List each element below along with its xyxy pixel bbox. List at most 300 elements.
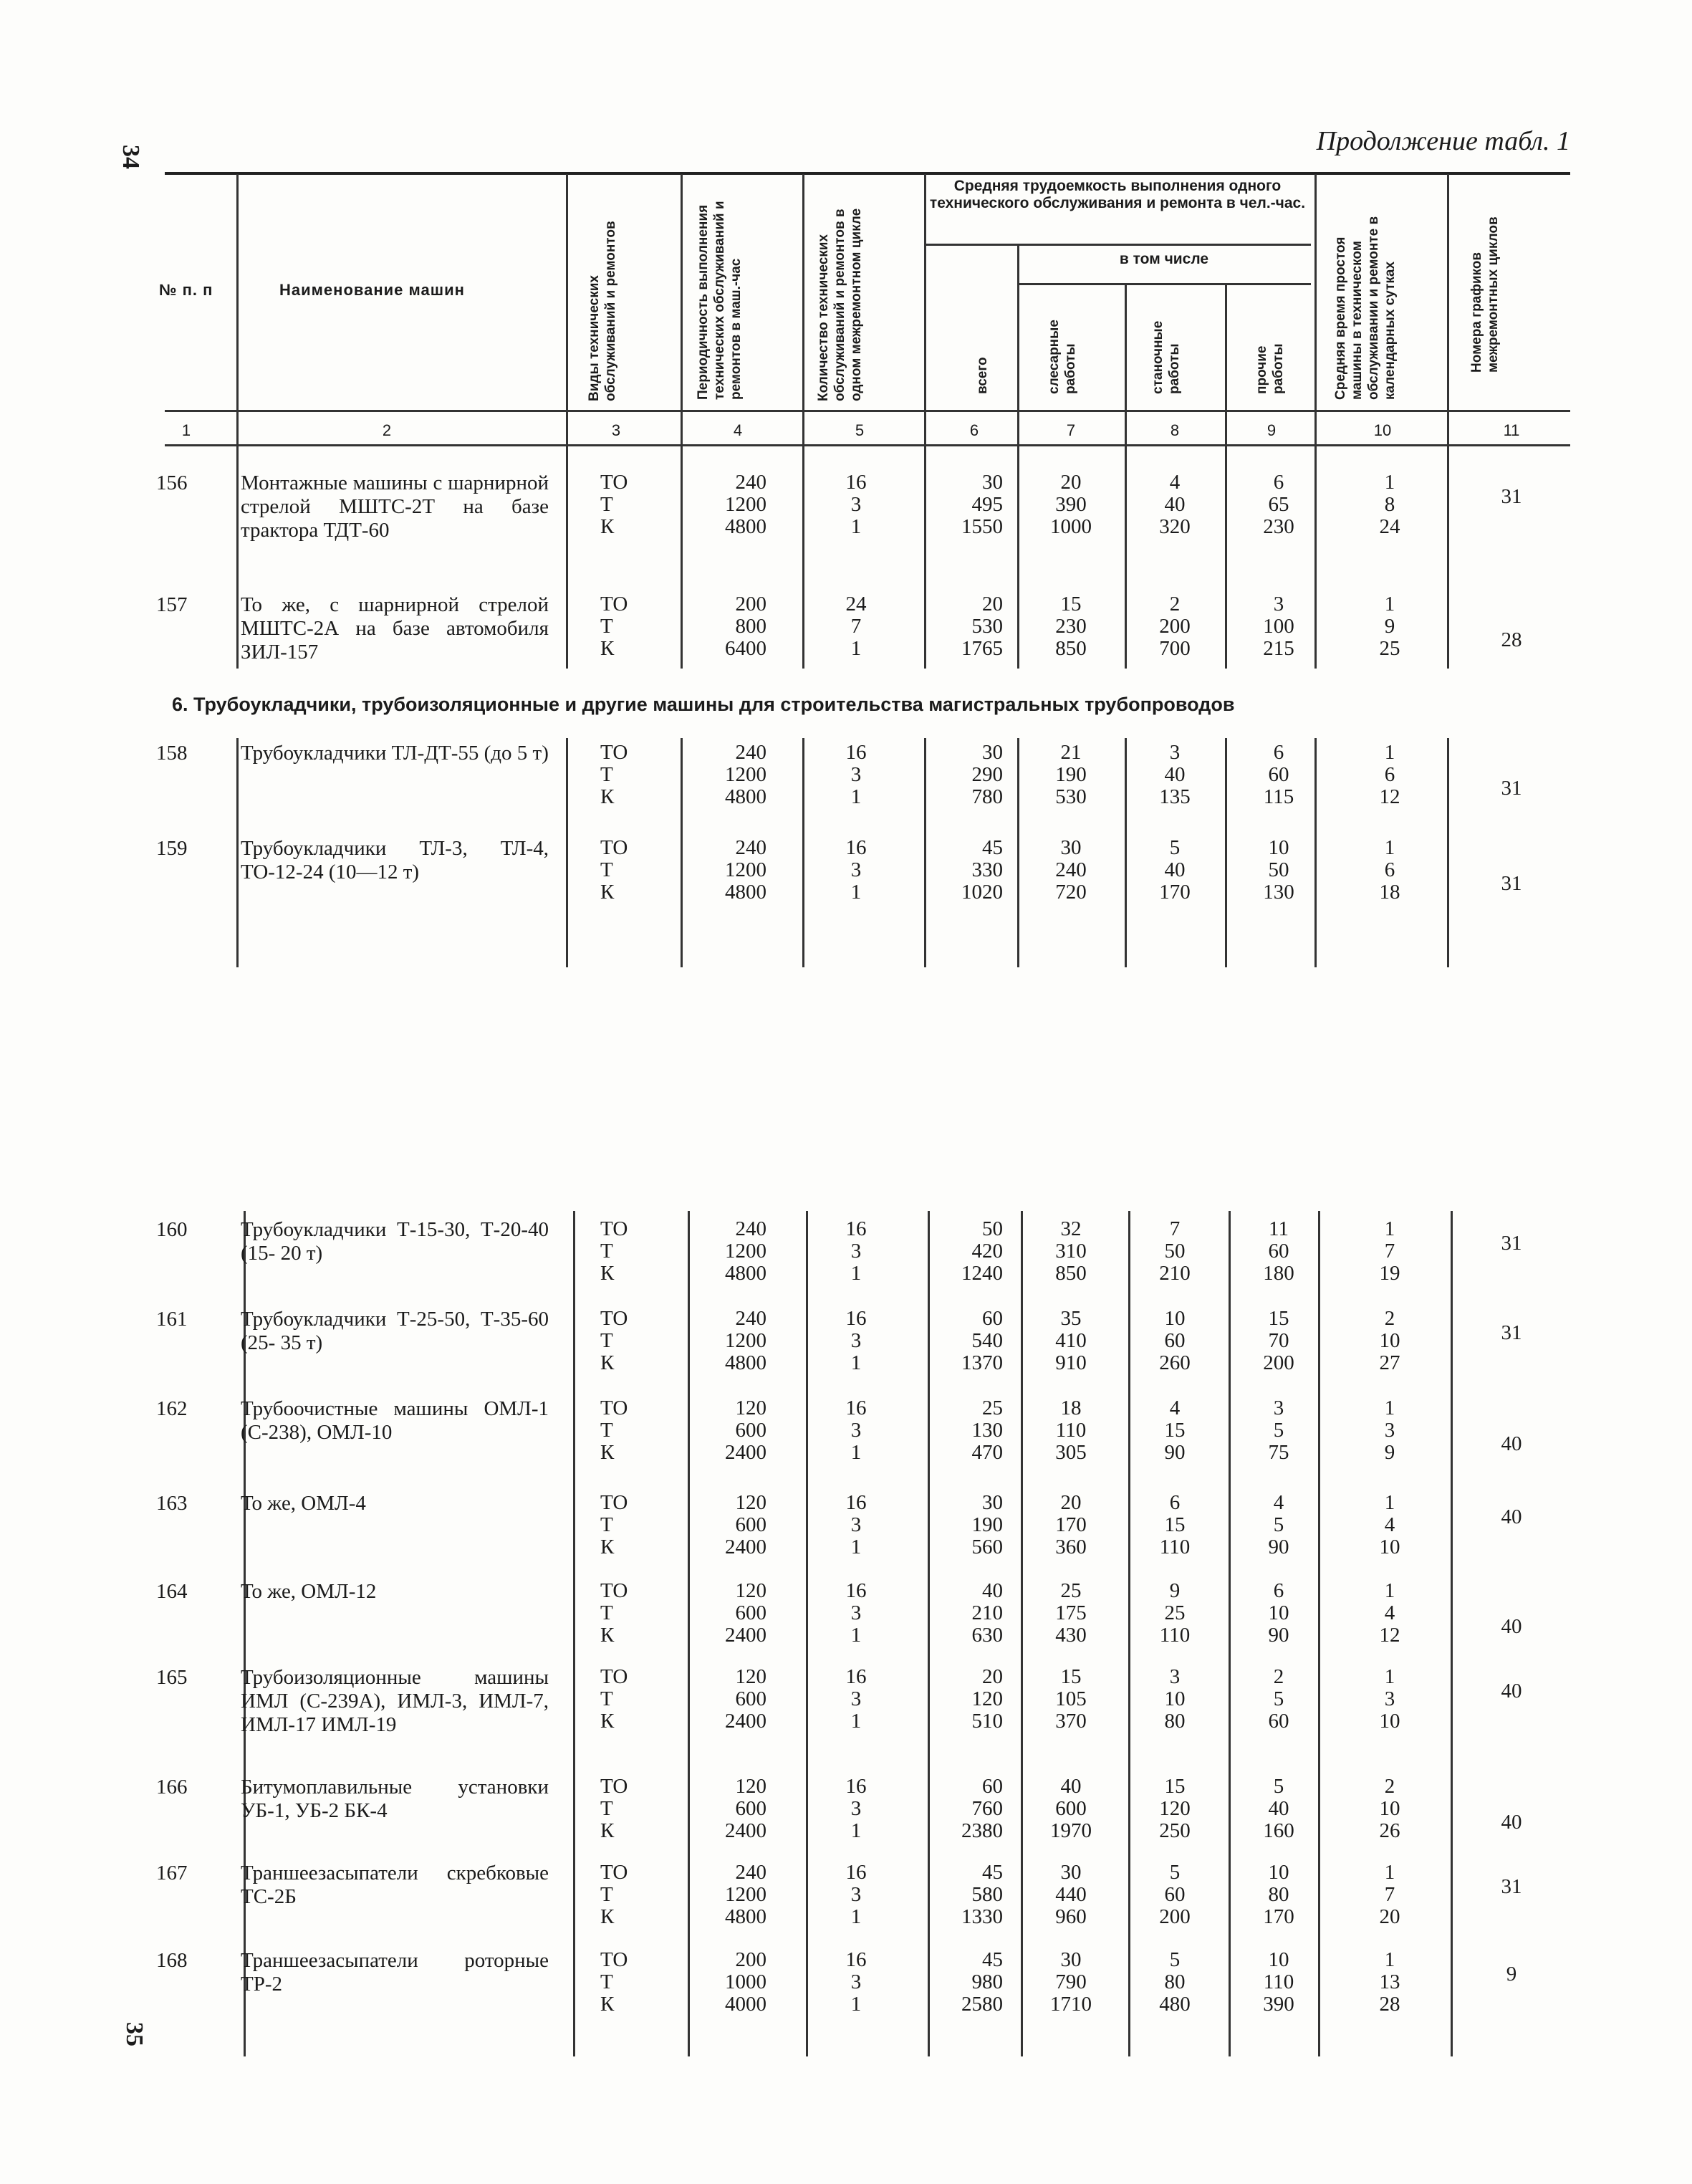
machine-name: Трубоизоляционные машины ИМЛ (С-239А), ИМЛ-3, ИМЛ-7, ИМЛ-17 ИМЛ-19 bbox=[241, 1666, 549, 1736]
cell-other bbox=[1243, 1397, 1314, 1464]
cell-value: 16 bbox=[845, 1217, 867, 1240]
cell-value: 40 bbox=[982, 1579, 1003, 1602]
cell-value: ТО bbox=[600, 741, 628, 764]
vline bbox=[1314, 738, 1317, 967]
cell-value: 850 bbox=[1055, 1262, 1087, 1285]
cell-types bbox=[600, 742, 628, 808]
cell-value: 330 bbox=[971, 858, 1003, 881]
cell-value: 4 bbox=[1384, 1601, 1395, 1624]
cell-chart: 40 bbox=[1501, 1432, 1522, 1455]
cell-value: 250 bbox=[1159, 1819, 1191, 1842]
cell-value: 980 bbox=[971, 1970, 1003, 1993]
cell-value: К bbox=[600, 1819, 615, 1842]
cell-value: 4800 bbox=[725, 1351, 766, 1374]
machine-name: Трубоочистные машины ОМЛ-1 (С-238), ОМЛ-10 bbox=[241, 1397, 549, 1444]
cell-value: 200 bbox=[1159, 1905, 1191, 1928]
cell-downtime bbox=[1354, 837, 1426, 904]
cell-value: 1 bbox=[1384, 1397, 1395, 1419]
cell-value: 16 bbox=[845, 741, 867, 764]
cell-count bbox=[831, 1397, 881, 1464]
cell-value: 530 bbox=[971, 615, 1003, 638]
cell-chart: 31 bbox=[1501, 872, 1522, 895]
cell-value: 3 bbox=[1273, 593, 1284, 616]
vline bbox=[1128, 1211, 1130, 2056]
cell-value: 360 bbox=[1055, 1536, 1087, 1558]
cell-value: 110 bbox=[1055, 1419, 1087, 1442]
cell-value: 7 bbox=[1384, 1240, 1395, 1263]
cell-value: 30 bbox=[1060, 836, 1082, 859]
cell-value: 2400 bbox=[725, 1819, 766, 1842]
cell-value: 10 bbox=[1268, 1861, 1289, 1884]
cell-value: 40 bbox=[1060, 1775, 1082, 1798]
cell-value: К bbox=[600, 1993, 615, 2016]
machine-name: То же, с шарнирной стрелой МШТС-2А на базе автомобиля ЗИЛ-157 bbox=[241, 593, 549, 664]
cell-period bbox=[681, 1492, 766, 1558]
cell-value: Т bbox=[600, 1329, 613, 1352]
cell-downtime bbox=[1354, 1397, 1426, 1464]
cell-value: 1 bbox=[1384, 471, 1395, 494]
cell-value: 15 bbox=[1164, 1419, 1186, 1442]
cell-value: 960 bbox=[1055, 1905, 1087, 1928]
cell-chart: 40 bbox=[1501, 1680, 1522, 1702]
cell-types bbox=[600, 1308, 628, 1374]
cell-value: 1370 bbox=[961, 1351, 1003, 1374]
cell-value: 600 bbox=[735, 1513, 766, 1536]
cell-value: 3 bbox=[850, 1687, 862, 1710]
cell-period bbox=[681, 837, 766, 904]
cell-value: 230 bbox=[1055, 615, 1087, 638]
cell-period bbox=[681, 742, 766, 808]
vline bbox=[806, 1211, 808, 2056]
cell-value: 15 bbox=[1164, 1775, 1186, 1798]
cell-value: 12 bbox=[1379, 785, 1400, 808]
cell-value: Т bbox=[600, 493, 613, 516]
cell-value: 15 bbox=[1164, 1513, 1186, 1536]
machine-name: Трубоукладчики ТЛ-3, ТЛ-4, ТО-12-24 (10—12 т) bbox=[241, 837, 549, 883]
colnum-2: 2 bbox=[382, 421, 392, 439]
cell-value: 45 bbox=[982, 836, 1003, 859]
cell-value: 120 bbox=[735, 1397, 766, 1419]
cell-value: 1 bbox=[850, 1905, 862, 1928]
cell-value: 110 bbox=[1159, 1624, 1191, 1647]
row-number: 161 bbox=[156, 1308, 188, 1331]
cell-chart: 31 bbox=[1501, 485, 1522, 508]
cell-value: 75 bbox=[1268, 1441, 1289, 1464]
cell-value: 16 bbox=[845, 1579, 867, 1602]
cell-count bbox=[831, 1218, 881, 1285]
cell-chart: 31 bbox=[1501, 1321, 1522, 1344]
machine-name: Трубоукладчики ТЛ-ДТ-55 (до 5 т) bbox=[241, 742, 549, 765]
vline bbox=[1125, 283, 1127, 669]
vline bbox=[1021, 1211, 1023, 2056]
cell-value: ТО bbox=[600, 1665, 628, 1688]
cell-value: Т bbox=[600, 763, 613, 786]
cell-other bbox=[1243, 1580, 1314, 1647]
cell-value: 2 bbox=[1384, 1775, 1395, 1798]
cell-value: ТО bbox=[600, 1579, 628, 1602]
cell-value: 530 bbox=[1055, 785, 1087, 808]
cell-value: 1 bbox=[850, 515, 862, 538]
cell-value: 1330 bbox=[961, 1905, 1003, 1928]
cell-other bbox=[1243, 1218, 1314, 1285]
cell-value: ТО bbox=[600, 1491, 628, 1514]
cell-total bbox=[931, 593, 1003, 660]
cell-value: 6 bbox=[1273, 471, 1284, 494]
vline bbox=[1225, 738, 1227, 967]
cell-value: 4 bbox=[1273, 1491, 1284, 1514]
cell-machine bbox=[1139, 1776, 1211, 1842]
cell-downtime bbox=[1354, 1492, 1426, 1558]
rule-labor-group bbox=[924, 244, 1311, 246]
cell-chart: 31 bbox=[1501, 1875, 1522, 1898]
cell-value: 15 bbox=[1268, 1307, 1289, 1330]
cell-value: 1 bbox=[850, 1993, 862, 2016]
colnum-10: 10 bbox=[1373, 421, 1392, 439]
vline bbox=[1447, 174, 1449, 669]
header-period: Периодичность выполнения технических обслуживаний и ремонтов в маш.-час bbox=[696, 201, 744, 400]
cell-total bbox=[931, 1218, 1003, 1285]
cell-chart: 31 bbox=[1501, 1232, 1522, 1255]
cell-value: 16 bbox=[845, 1948, 867, 1971]
cell-fitter bbox=[1035, 1308, 1107, 1374]
cell-value: 3 bbox=[1273, 1397, 1284, 1419]
cell-value: 3 bbox=[850, 858, 862, 881]
cell-value: 45 bbox=[982, 1948, 1003, 1971]
cell-total bbox=[931, 1666, 1003, 1733]
cell-value: 240 bbox=[735, 471, 766, 494]
cell-value: 50 bbox=[1164, 1240, 1186, 1263]
cell-other bbox=[1243, 593, 1314, 660]
cell-chart: 40 bbox=[1501, 1505, 1522, 1528]
cell-value: 120 bbox=[735, 1491, 766, 1514]
cell-period bbox=[681, 1308, 766, 1374]
cell-value: 1 bbox=[850, 1710, 862, 1733]
cell-value: 600 bbox=[1055, 1797, 1087, 1820]
row-number: 164 bbox=[156, 1580, 188, 1603]
cell-value: 26 bbox=[1379, 1819, 1400, 1842]
cell-value: 120 bbox=[735, 1579, 766, 1602]
machine-name: Траншеезасыпатели роторные ТР-2 bbox=[241, 1949, 549, 1996]
cell-value: 3 bbox=[850, 493, 862, 516]
colnum-7: 7 bbox=[1066, 421, 1076, 439]
header-machine: станочные работы bbox=[1150, 320, 1182, 394]
cell-value: 1765 bbox=[961, 637, 1003, 660]
cell-value: 510 bbox=[971, 1710, 1003, 1733]
row-number: 159 bbox=[156, 837, 188, 860]
vline bbox=[1125, 738, 1127, 967]
cell-value: 1200 bbox=[725, 1883, 766, 1906]
cell-value: 420 bbox=[971, 1240, 1003, 1263]
cell-value: 20 bbox=[1060, 471, 1082, 494]
cell-value: 20 bbox=[1379, 1905, 1400, 1928]
cell-value: 1 bbox=[850, 1624, 862, 1647]
cell-value: 24 bbox=[845, 593, 867, 616]
cell-value: ТО bbox=[600, 1217, 628, 1240]
cell-value: 19 bbox=[1379, 1262, 1400, 1285]
cell-value: Т bbox=[600, 1970, 613, 1993]
cell-value: 15 bbox=[1060, 593, 1082, 616]
cell-value: 560 bbox=[971, 1536, 1003, 1558]
cell-value: 16 bbox=[845, 1775, 867, 1798]
cell-value: 1200 bbox=[725, 858, 766, 881]
cell-value: 1240 bbox=[961, 1262, 1003, 1285]
colnum-4: 4 bbox=[733, 421, 743, 439]
cell-value: ТО bbox=[600, 471, 628, 494]
vline bbox=[1314, 174, 1317, 669]
cell-types bbox=[600, 1492, 628, 1558]
cell-value: 240 bbox=[1055, 858, 1087, 881]
cell-total bbox=[931, 742, 1003, 808]
cell-value: 3 bbox=[850, 1419, 862, 1442]
cell-value: 1200 bbox=[725, 1240, 766, 1263]
machine-name: Битумоплавильные установки УБ-1, УБ-2 БК-4 bbox=[241, 1776, 549, 1822]
cell-value: 180 bbox=[1263, 1262, 1294, 1285]
cell-value: 60 bbox=[1268, 1710, 1289, 1733]
cell-fitter bbox=[1035, 1492, 1107, 1558]
vline bbox=[1017, 738, 1019, 967]
cell-total bbox=[931, 1949, 1003, 2016]
colnum-5: 5 bbox=[855, 421, 865, 439]
row-number: 167 bbox=[156, 1862, 188, 1884]
cell-value: 175 bbox=[1055, 1601, 1087, 1624]
cell-value: Т bbox=[600, 615, 613, 638]
cell-value: 540 bbox=[971, 1329, 1003, 1352]
cell-value: 60 bbox=[982, 1775, 1003, 1798]
cell-value: 130 bbox=[1263, 881, 1294, 904]
cell-total bbox=[931, 1776, 1003, 1842]
cell-value: 240 bbox=[735, 1217, 766, 1240]
cell-value: 240 bbox=[735, 1861, 766, 1884]
rule-column-numbers bbox=[165, 444, 1570, 446]
cell-value: 200 bbox=[735, 1948, 766, 1971]
cell-value: Т bbox=[600, 1687, 613, 1710]
cell-total bbox=[931, 1580, 1003, 1647]
cell-value: 18 bbox=[1060, 1397, 1082, 1419]
row-number: 166 bbox=[156, 1776, 188, 1799]
cell-value: 160 bbox=[1263, 1819, 1294, 1842]
cell-value: 170 bbox=[1159, 881, 1191, 904]
cell-total bbox=[931, 1397, 1003, 1464]
cell-value: 390 bbox=[1055, 493, 1087, 516]
cell-value: 1 bbox=[1384, 1948, 1395, 1971]
cell-value: К bbox=[600, 1905, 615, 1928]
cell-value: Т bbox=[600, 1883, 613, 1906]
cell-period bbox=[681, 1776, 766, 1842]
cell-value: 110 bbox=[1159, 1536, 1191, 1558]
cell-count bbox=[831, 593, 881, 660]
cell-value: Т bbox=[600, 1419, 613, 1442]
cell-value: 16 bbox=[845, 471, 867, 494]
row-number: 156 bbox=[156, 471, 188, 494]
cell-value: 240 bbox=[735, 836, 766, 859]
cell-value: 4 bbox=[1384, 1513, 1395, 1536]
cell-machine bbox=[1139, 1862, 1211, 1928]
cell-value: 3 bbox=[1384, 1419, 1395, 1442]
cell-other bbox=[1243, 1776, 1314, 1842]
cell-value: 60 bbox=[1268, 763, 1289, 786]
cell-value: 170 bbox=[1055, 1513, 1087, 1536]
vline bbox=[1451, 1211, 1453, 2056]
cell-types bbox=[600, 471, 628, 538]
page-number-top: 34 bbox=[117, 145, 144, 169]
cell-value: 850 bbox=[1055, 637, 1087, 660]
cell-value: 2400 bbox=[725, 1710, 766, 1733]
cell-value: 1 bbox=[1384, 741, 1395, 764]
cell-value: 780 bbox=[971, 785, 1003, 808]
cell-fitter bbox=[1035, 837, 1107, 904]
cell-period bbox=[681, 1949, 766, 2016]
cell-value: 170 bbox=[1263, 1905, 1294, 1928]
cell-period bbox=[681, 1218, 766, 1285]
vline bbox=[924, 738, 926, 967]
cell-value: 10 bbox=[1268, 1948, 1289, 1971]
cell-value: 1 bbox=[1384, 1861, 1395, 1884]
cell-value: 16 bbox=[845, 1665, 867, 1688]
cell-other bbox=[1243, 1492, 1314, 1558]
cell-value: 240 bbox=[735, 741, 766, 764]
cell-value: 200 bbox=[1263, 1351, 1294, 1374]
cell-value: 30 bbox=[982, 471, 1003, 494]
cell-value: 30 bbox=[982, 1491, 1003, 1514]
cell-value: 1 bbox=[1384, 836, 1395, 859]
cell-types bbox=[600, 1776, 628, 1842]
cell-value: 600 bbox=[735, 1601, 766, 1624]
cell-value: 240 bbox=[735, 1307, 766, 1330]
cell-value: 10 bbox=[1164, 1307, 1186, 1330]
cell-value: 120 bbox=[735, 1775, 766, 1798]
cell-value: К bbox=[600, 881, 615, 904]
cell-value: 30 bbox=[982, 741, 1003, 764]
cell-value: 4800 bbox=[725, 881, 766, 904]
colnum-3: 3 bbox=[611, 421, 621, 439]
cell-value: 120 bbox=[735, 1665, 766, 1688]
cell-downtime bbox=[1354, 1218, 1426, 1285]
cell-count bbox=[831, 1949, 881, 2016]
cell-value: 21 bbox=[1060, 741, 1082, 764]
machine-name: То же, ОМЛ-4 bbox=[241, 1492, 366, 1515]
vline bbox=[566, 738, 568, 967]
cell-value: 15 bbox=[1060, 1665, 1082, 1688]
machine-name: То же, ОМЛ-12 bbox=[241, 1580, 377, 1603]
cell-value: 60 bbox=[982, 1307, 1003, 1330]
cell-value: 630 bbox=[971, 1624, 1003, 1647]
cell-value: ТО bbox=[600, 1397, 628, 1419]
cell-value: 1200 bbox=[725, 763, 766, 786]
colnum-6: 6 bbox=[969, 421, 979, 439]
continuation-label: Продолжение табл. 1 bbox=[1316, 126, 1570, 156]
header-name: Наименование машин bbox=[279, 281, 465, 299]
cell-period bbox=[681, 1666, 766, 1733]
row-number: 163 bbox=[156, 1492, 188, 1515]
cell-value: 9 bbox=[1169, 1579, 1181, 1602]
vline bbox=[802, 174, 804, 669]
cell-value: 16 bbox=[845, 1307, 867, 1330]
cell-period bbox=[681, 593, 766, 660]
cell-fitter bbox=[1035, 1580, 1107, 1647]
cell-value: 25 bbox=[1060, 1579, 1082, 1602]
cell-value: 4800 bbox=[725, 1905, 766, 1928]
vline bbox=[1229, 1211, 1231, 2056]
cell-period bbox=[681, 1580, 766, 1647]
cell-value: 10 bbox=[1379, 1797, 1400, 1820]
cell-types bbox=[600, 1580, 628, 1647]
cell-value: К bbox=[600, 1710, 615, 1733]
cell-value: К bbox=[600, 1351, 615, 1374]
cell-value: 9 bbox=[1384, 1441, 1395, 1464]
cell-value: 430 bbox=[1055, 1624, 1087, 1647]
cell-value: 200 bbox=[735, 593, 766, 616]
cell-value: 20 bbox=[1060, 1491, 1082, 1514]
cell-value: 4800 bbox=[725, 785, 766, 808]
cell-value: 1 bbox=[850, 637, 862, 660]
cell-value: 115 bbox=[1263, 785, 1294, 808]
cell-value: 1 bbox=[850, 785, 862, 808]
cell-count bbox=[831, 742, 881, 808]
cell-value: 10 bbox=[1379, 1536, 1400, 1558]
cell-value: 5 bbox=[1169, 1861, 1181, 1884]
cell-value: 40 bbox=[1164, 858, 1186, 881]
header-types: Виды технических обслуживаний и ремонтов bbox=[587, 221, 618, 401]
cell-value: 1970 bbox=[1050, 1819, 1092, 1842]
cell-total bbox=[931, 1492, 1003, 1558]
cell-value: 65 bbox=[1268, 493, 1289, 516]
machine-name: Монтажные машины с шарнирной стрелой МШТС-2Т на базе трактора ТДТ-60 bbox=[241, 471, 549, 542]
cell-value: 24 bbox=[1379, 515, 1400, 538]
colnum-9: 9 bbox=[1266, 421, 1277, 439]
cell-machine bbox=[1139, 1308, 1211, 1374]
cell-fitter bbox=[1035, 471, 1107, 538]
cell-other bbox=[1243, 471, 1314, 538]
cell-other bbox=[1243, 742, 1314, 808]
cell-value: 4000 bbox=[725, 1993, 766, 2016]
vline bbox=[1017, 244, 1019, 669]
cell-count bbox=[831, 1492, 881, 1558]
cell-value: 4800 bbox=[725, 1262, 766, 1285]
cell-value: 90 bbox=[1268, 1536, 1289, 1558]
cell-value: 1 bbox=[850, 1819, 862, 1842]
cell-period bbox=[681, 471, 766, 538]
cell-value: 30 bbox=[1060, 1948, 1082, 1971]
cell-machine bbox=[1139, 1218, 1211, 1285]
cell-value: 470 bbox=[971, 1441, 1003, 1464]
cell-chart: 9 bbox=[1506, 1963, 1517, 1986]
cell-value: 100 bbox=[1263, 615, 1294, 638]
header-labor-group: Средняя трудоемкость выполнения одного технического обслуживания и ремонта в чел.-час. bbox=[929, 178, 1306, 211]
cell-value: 16 bbox=[845, 1491, 867, 1514]
cell-value: 310 bbox=[1055, 1240, 1087, 1263]
cell-fitter bbox=[1035, 1776, 1107, 1842]
cell-value: 190 bbox=[971, 1513, 1003, 1536]
cell-value: К bbox=[600, 637, 615, 660]
header-count: Количество технических обслуживаний и ремонтов в одном межремонтном цикле bbox=[816, 208, 864, 401]
cell-value: 495 bbox=[971, 493, 1003, 516]
cell-value: 580 bbox=[971, 1883, 1003, 1906]
vline bbox=[566, 174, 568, 669]
cell-downtime bbox=[1354, 742, 1426, 808]
cell-value: 305 bbox=[1055, 1441, 1087, 1464]
cell-value: 480 bbox=[1159, 1993, 1191, 2016]
cell-value: 2 bbox=[1169, 593, 1181, 616]
vline bbox=[1318, 1211, 1320, 2056]
cell-value: 370 bbox=[1055, 1710, 1087, 1733]
cell-value: 20 bbox=[982, 1665, 1003, 1688]
cell-value: 290 bbox=[971, 763, 1003, 786]
cell-value: Т bbox=[600, 1240, 613, 1263]
cell-value: 2400 bbox=[725, 1441, 766, 1464]
cell-value: 8 bbox=[1384, 493, 1395, 516]
vline bbox=[236, 174, 239, 669]
cell-value: К bbox=[600, 785, 615, 808]
